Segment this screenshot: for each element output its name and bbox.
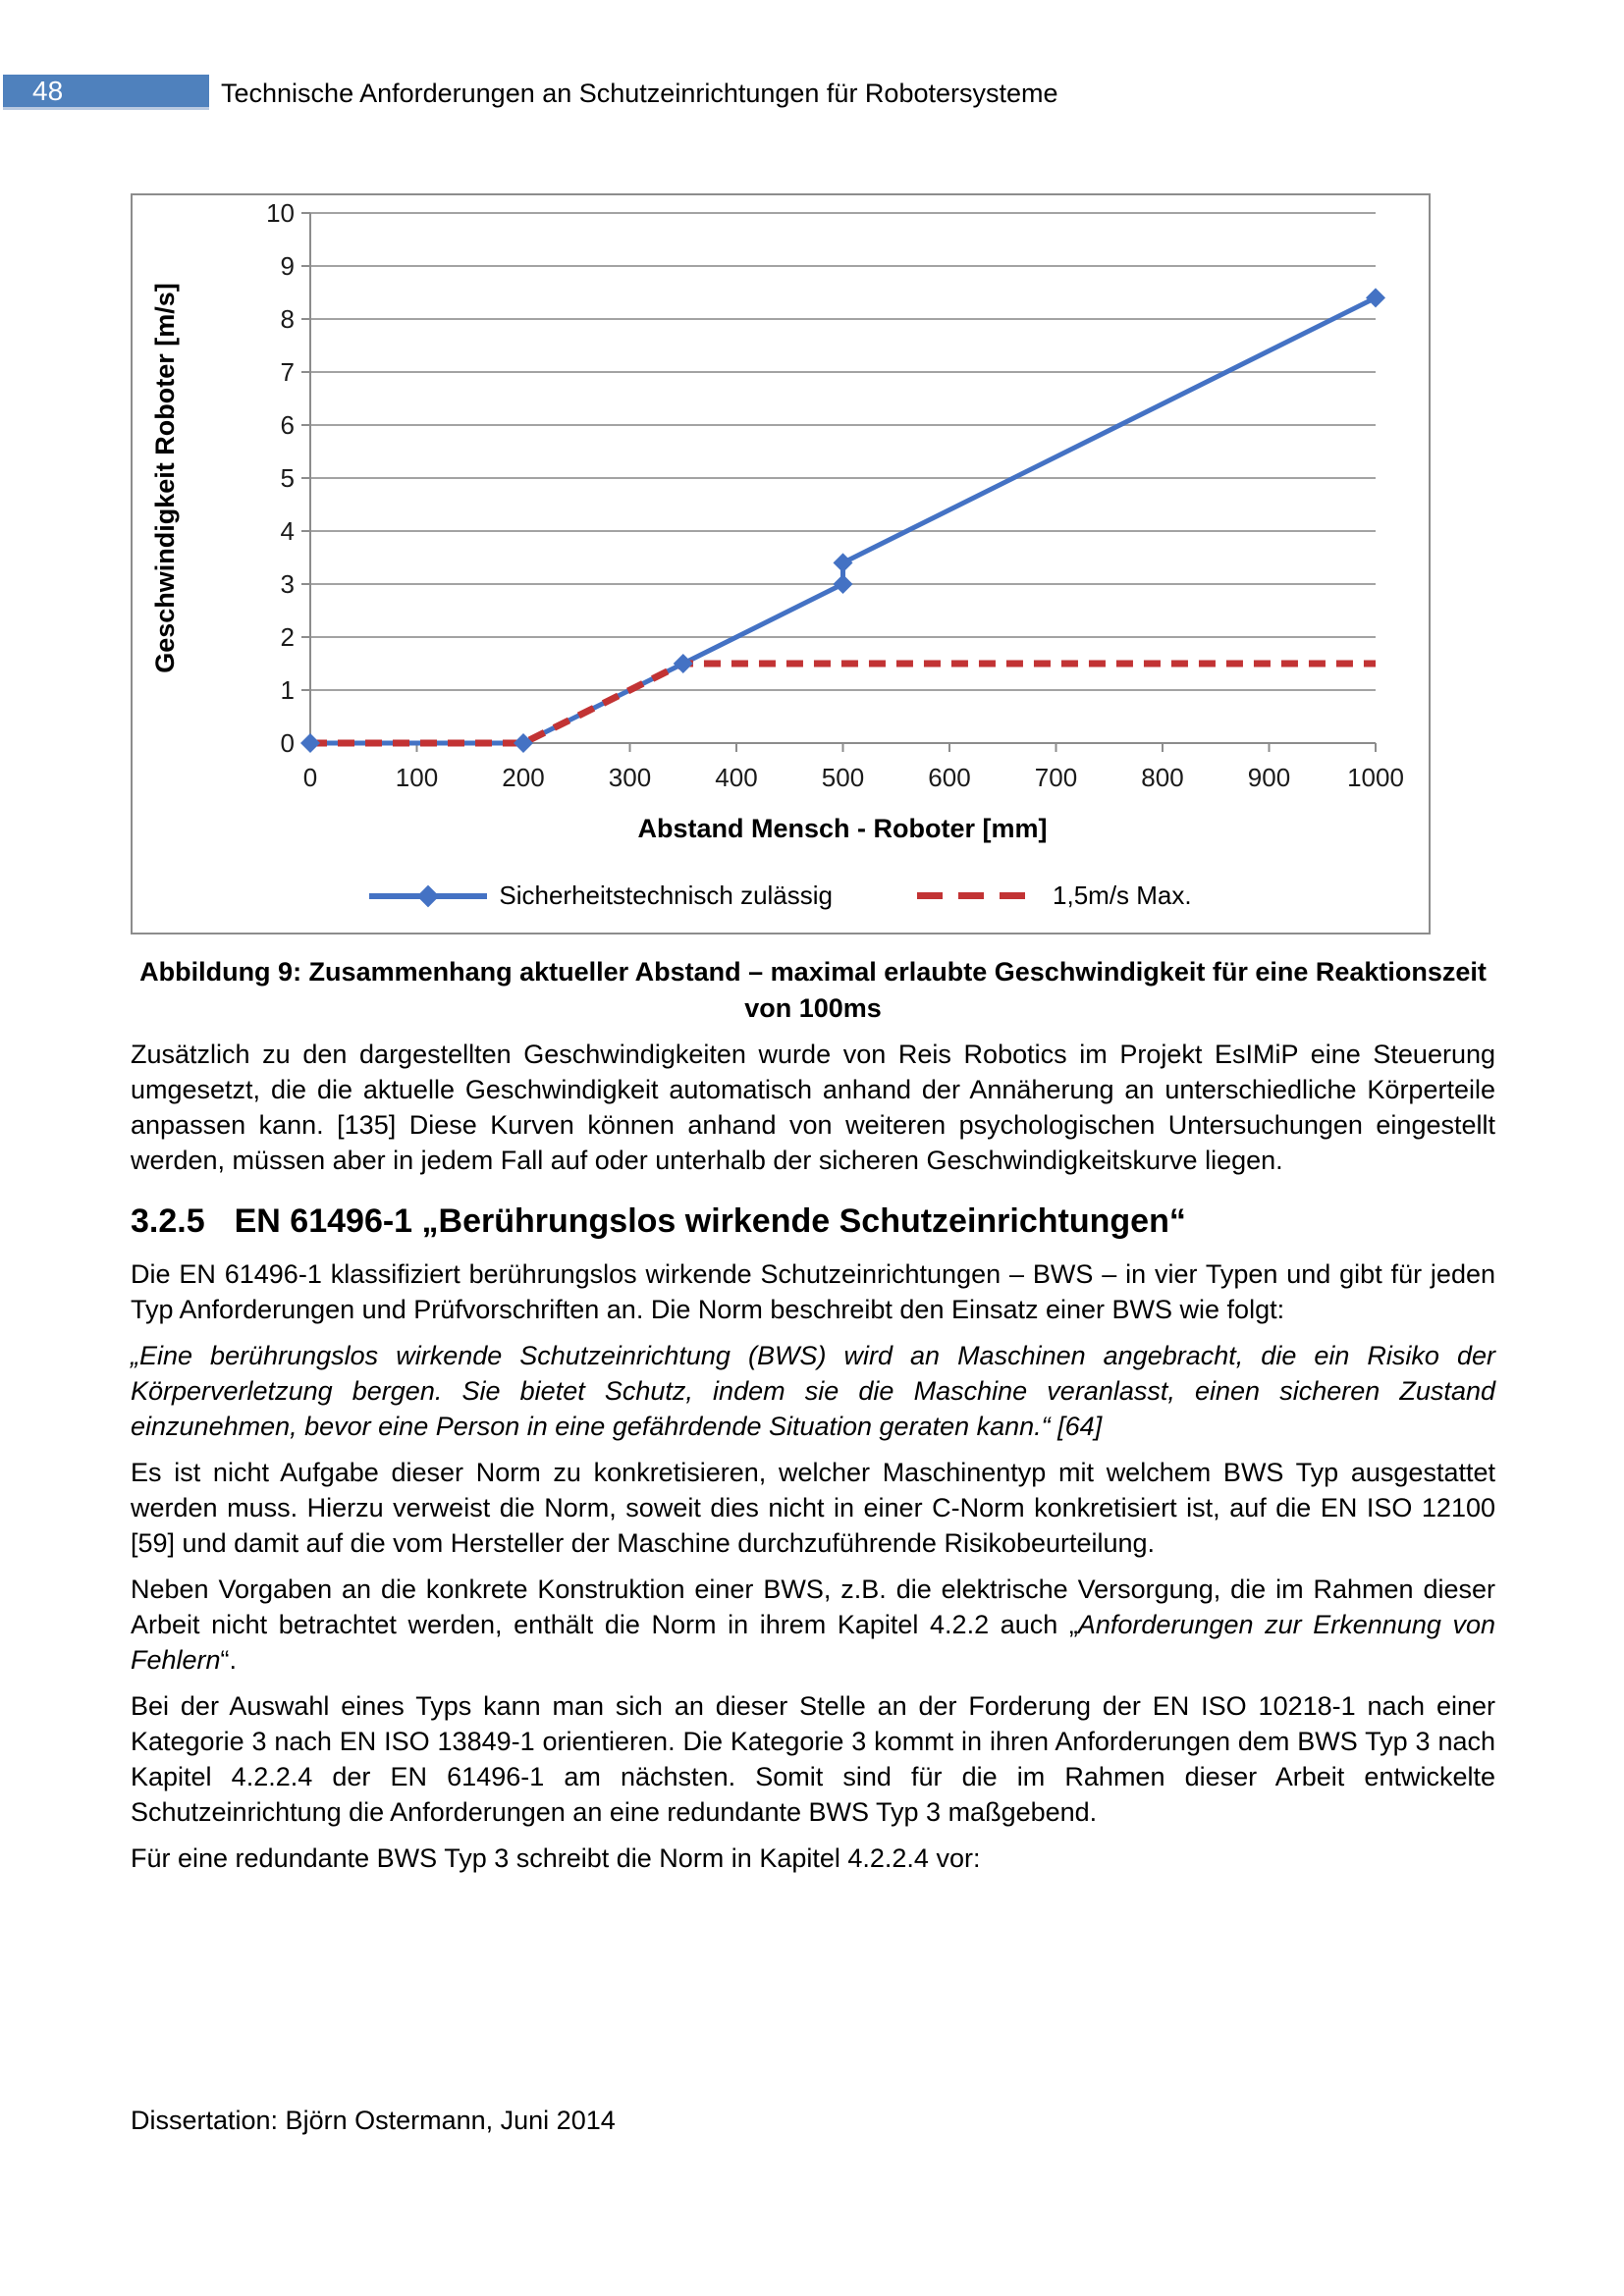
figure-chart: [131, 193, 1431, 934]
x-tick-label: 600: [928, 763, 971, 792]
legend-diamond-marker-icon: [417, 884, 440, 907]
legend-solid-line-sample: [369, 893, 487, 899]
x-tick-label: 300: [608, 763, 652, 792]
y-tick-label: 0: [280, 728, 295, 758]
data-point-marker: [834, 553, 853, 572]
page-body: [131, 954, 1495, 1887]
text-segment: Anforderungen zur Erkennung von Fehlern: [131, 1610, 1496, 1675]
text-segment: Neben Vorgaben an die konkrete Konstruktion einer BWS, z.B. die elektrische Versorgung, die im Rahmen dieser Arbeit nicht betrachtet werden, enthält die Norm in ihrem Kapitel 4.2.2 auch „: [131, 1575, 1495, 1639]
y-tick-label: 2: [280, 622, 295, 652]
section-heading: [131, 1201, 1495, 1241]
running-header-title: Technische Anforderungen an Schutzeinrichtungen für Robotersysteme: [221, 79, 1058, 108]
series-line: [310, 297, 1376, 743]
paragraph-norm-requirements: [131, 1572, 1495, 1678]
paragraph-type-selection: Bei der Auswahl eines Typs kann man sich an dieser Stelle an der Forderung der EN ISO 10218-1 nach einer Kategorie 3 nach EN ISO 13849-1 orientieren. Die Kategorie 3 kommt in ihren Anforderungen dem BWS Typ 3 nach Kapitel 4.2.2.4 der EN 61496-1 am nächsten. Somit sind für die im Rahmen dieser Arbeit entwickelte Schutzeinrichtung die Anforderungen an eine redundante BWS Typ 3 maßgebend.: [131, 1691, 1495, 1827]
legend-item-allowed: [369, 881, 833, 911]
y-tick-label: 9: [280, 251, 295, 281]
page-footer: Dissertation: Björn Ostermann, Juni 2014: [131, 2106, 616, 2135]
x-tick-label: 700: [1034, 763, 1078, 792]
paragraph-esimip: Zusätzlich zu den dargestellten Geschwindigkeiten wurde von Reis Robotics im Projekt EsIMiP eine Steuerung umgesetzt, die die aktuelle Geschwindigkeit automatisch anhand der Annäherung an unterschiedliche Körperteile anpassen kann. [135] Diese Kurven können anhand von weiteren psychologischen Untersuchungen eingestellt werden, müssen aber in jedem Fall auf oder unterhalb der sicheren Geschwindigkeitskurve liegen.: [131, 1040, 1495, 1175]
y-tick-label: 1: [280, 675, 295, 705]
y-tick-label: 7: [280, 357, 295, 387]
data-point-marker: [674, 654, 693, 673]
x-axis-title: Abstand Mensch - Roboter [mm]: [637, 814, 1048, 843]
x-tick-label: 1000: [1347, 763, 1404, 792]
y-tick-label: 8: [280, 304, 295, 334]
legend-item-max: [917, 881, 1192, 911]
chart-legend: [133, 881, 1429, 911]
y-tick-label: 10: [266, 198, 295, 228]
legend-label-max: 1,5m/s Max.: [1053, 881, 1192, 910]
x-tick-label: 400: [715, 763, 758, 792]
y-tick-label: 4: [280, 516, 295, 546]
data-point-marker: [1366, 288, 1385, 307]
chart-plot: [133, 195, 1429, 863]
page-number: 48: [32, 76, 64, 106]
paragraph-type3-lead-in: Für eine redundante BWS Typ 3 schreibt die Norm in Kapitel 4.2.2.4 vor:: [131, 1843, 981, 1873]
paragraph-norm-scope: Es ist nicht Aufgabe dieser Norm zu konkretisieren, welcher Maschinentyp mit welchem BWS Typ ausgestattet werden muss. Hierzu verweist die Norm, soweit dies nicht in einer C-Norm konkretisiert ist, auf die EN ISO 12100 [59] und damit auf die vom Hersteller der Maschine durchzuführende Risikobeurteilung.: [131, 1458, 1495, 1558]
y-tick-label: 3: [280, 569, 295, 599]
section-title: EN 61496-1 „Berührungslos wirkende Schutzeinrichtungen“: [234, 1202, 1186, 1240]
y-tick-label: 5: [280, 463, 295, 493]
x-tick-label: 100: [395, 763, 439, 792]
legend-dashed-line-sample: [917, 892, 1041, 899]
y-axis-title: Geschwindigkeit Roboter [m/s]: [150, 283, 180, 673]
text-segment: “.: [220, 1645, 238, 1675]
data-point-marker: [300, 733, 320, 753]
paragraph-norm-quote: „Eine berührungslos wirkende Schutzeinrichtung (BWS) wird an Maschinen angebracht, die ein Risiko der Körperverletzung bergen. Sie bietet Schutz, indem sie die Maschine veranlasst, einen sicheren Zustand einzunehmen, bevor eine Person in eine gefährdende Situation geraten kann.“ [64]: [131, 1341, 1495, 1441]
paragraph-en61496-intro: Die EN 61496-1 klassifiziert berührungslos wirkende Schutzeinrichtungen – BWS – in vier Typen und gibt für jeden Typ Anforderungen und Prüfvorschriften an. Die Norm beschreibt den Einsatz einer BWS wie folgt:: [131, 1259, 1495, 1324]
figure-caption: Abbildung 9: Zusammenhang aktueller Abstand – maximal erlaubte Geschwindigkeit für eine Reaktionszeit von 100ms: [139, 957, 1487, 1023]
section-number: 3.2.5: [131, 1202, 205, 1240]
x-tick-label: 500: [821, 763, 865, 792]
y-tick-label: 6: [280, 410, 295, 440]
x-tick-label: 900: [1247, 763, 1291, 792]
legend-label-allowed: Sicherheitstechnisch zulässig: [499, 881, 834, 910]
data-point-marker: [834, 574, 853, 594]
x-tick-label: 800: [1141, 763, 1184, 792]
page-number-box: [3, 75, 209, 110]
x-tick-label: 200: [502, 763, 545, 792]
series-line: [310, 664, 1376, 743]
x-tick-label: 0: [302, 763, 318, 792]
chart-generated-layer: [266, 198, 1404, 792]
